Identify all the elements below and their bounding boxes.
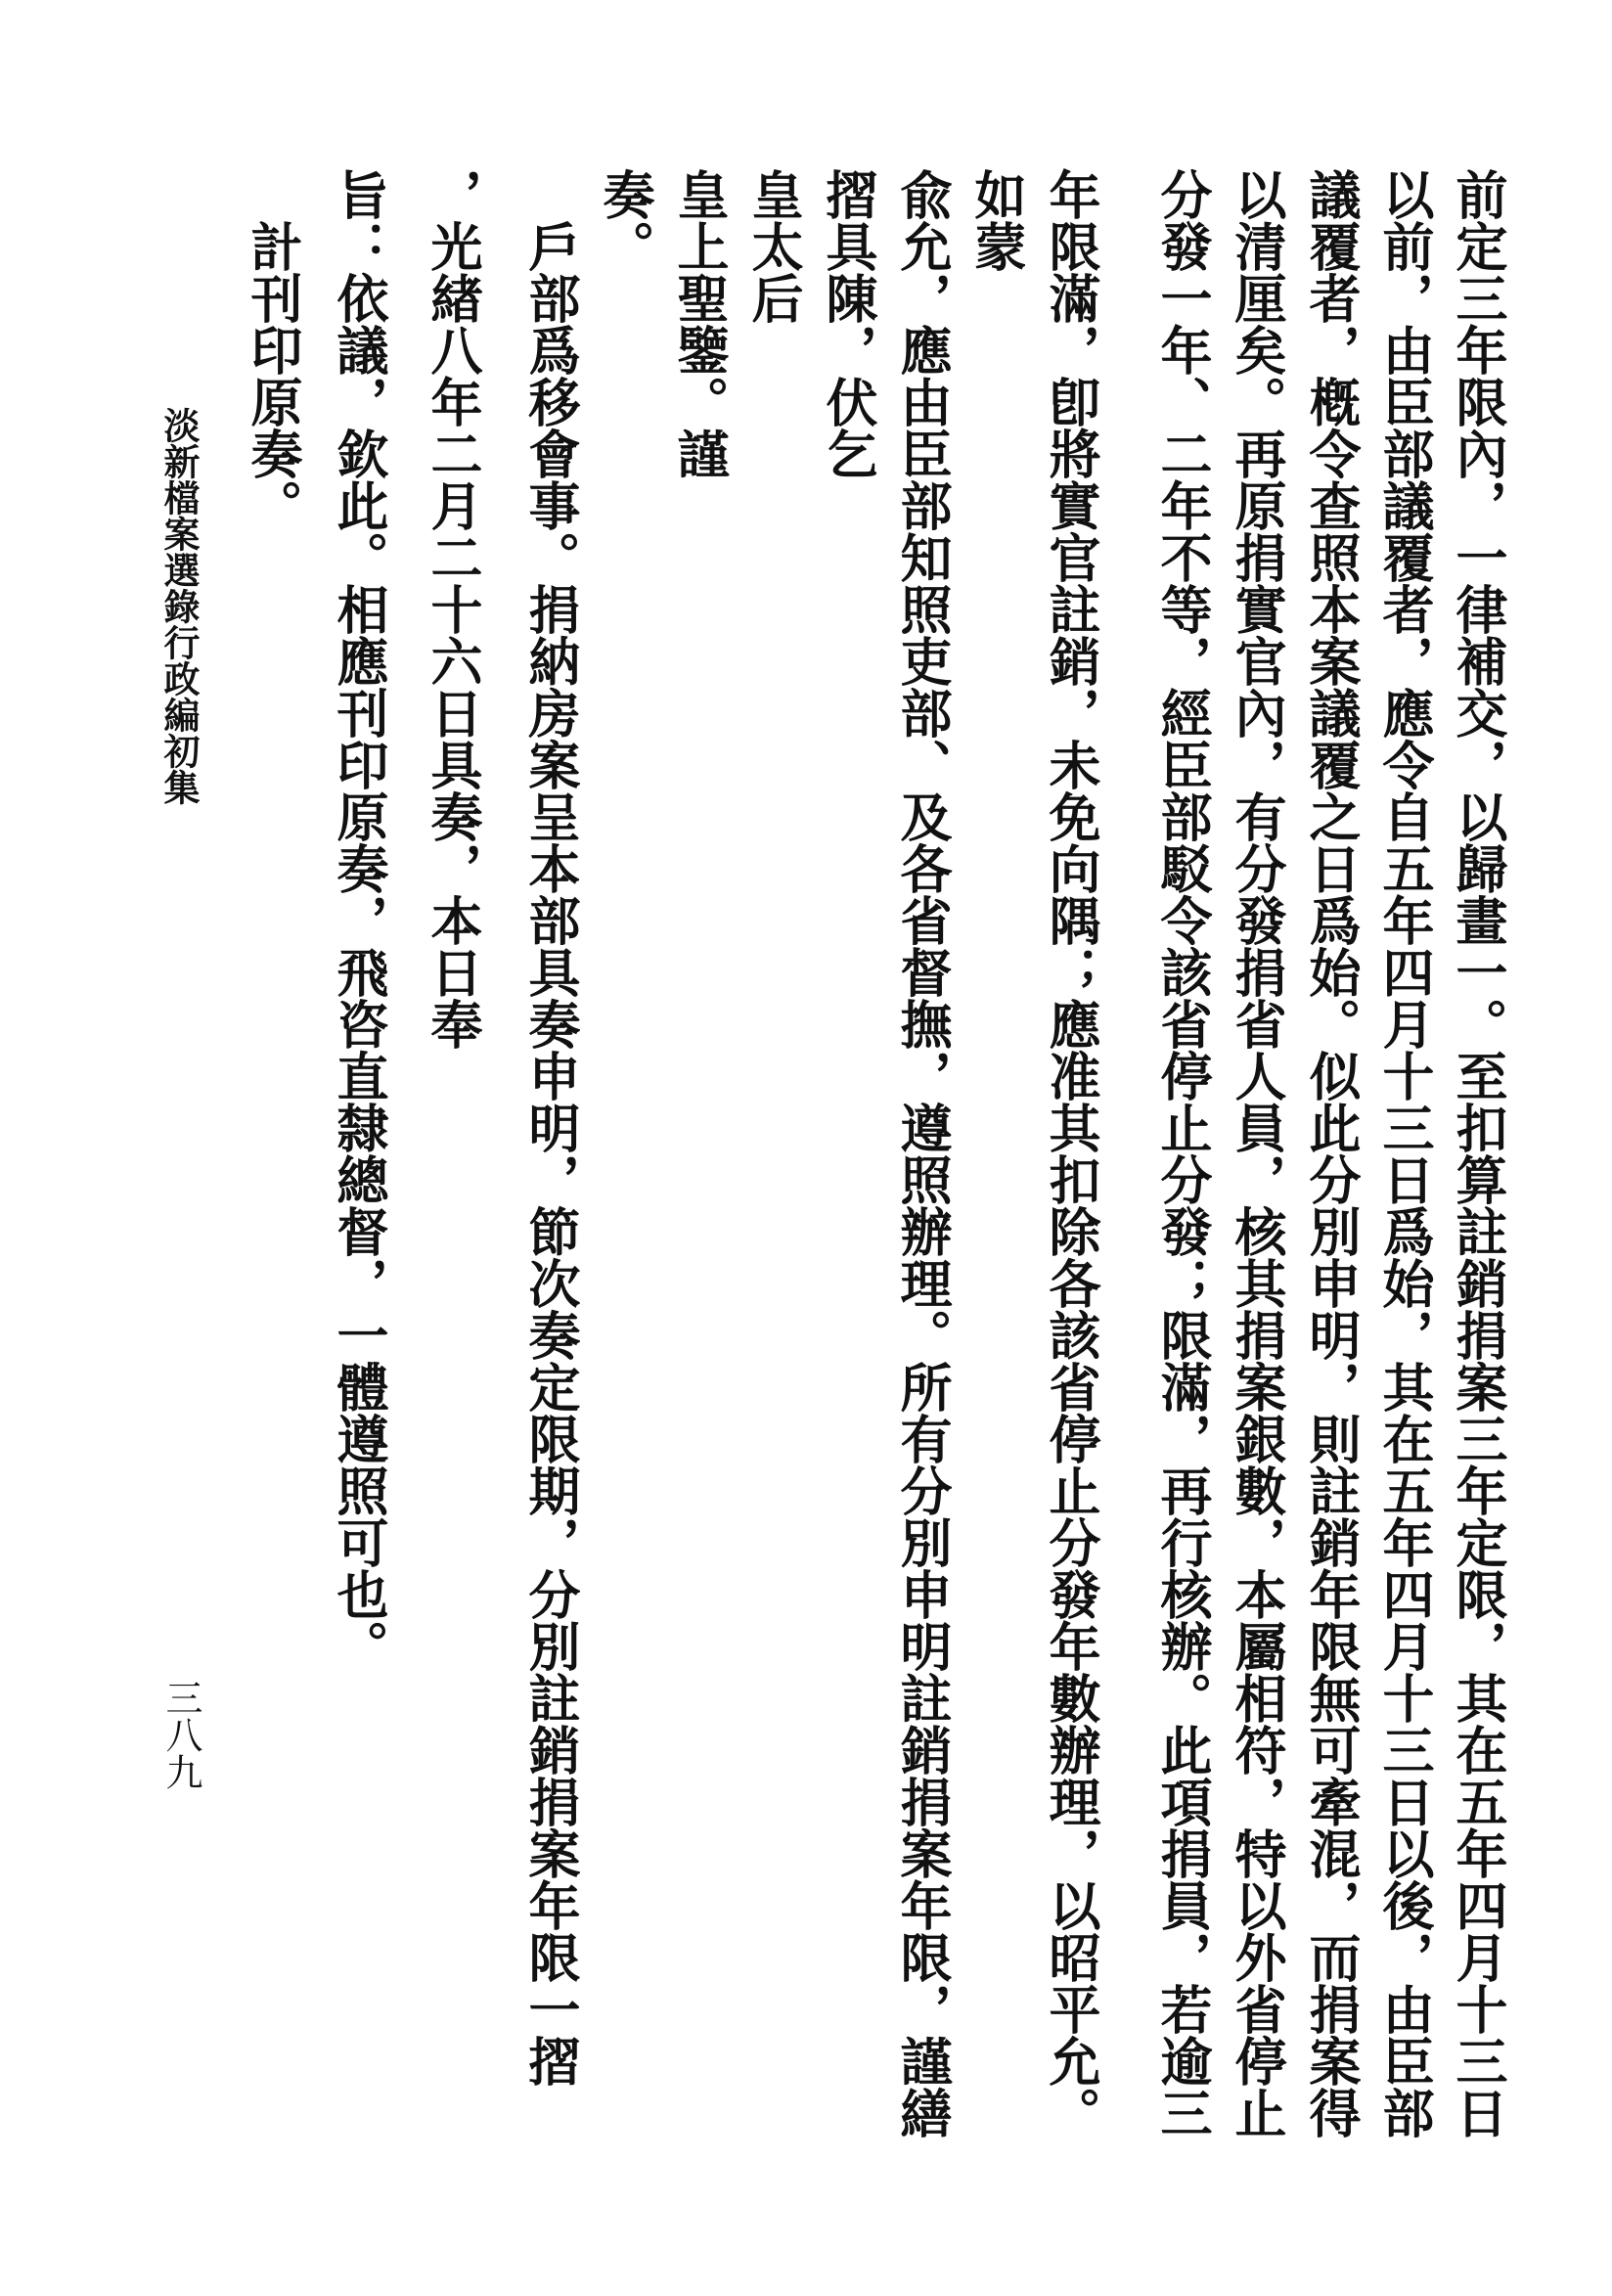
text-column-10: 皇太后 <box>743 168 804 324</box>
running-title: 淡新檔案選錄行政編初集 <box>157 407 201 805</box>
text-column-8: 兪允，應由臣部知照吏部、及各省督撫，遵照辦理。所有分別申明註銷捐案年限，謹繕 <box>892 168 953 2138</box>
text-column-6: 年限滿，卽將實官註銷，未免向隅；應准其扣除各該省停止分發年數辦理，以昭平允。 <box>1041 168 1101 2138</box>
text-column-4: 以清厘矣。再原捐實官內，有分發捐省人員，核其捐案銀數，本屬相符，特以外省停止 <box>1227 168 1287 2138</box>
text-column-13: 戶部爲移會事。捐納房案呈本部具奏申明，節次奏定限期，分別註銷捐案年限一摺 <box>520 168 581 2087</box>
text-column-15: 旨：依議，欽此。相應刊印原奏，飛咨直隸總督，一體遵照可也。 <box>329 168 389 1672</box>
text-column-2: 以前，由臣部議覆者，應令自五年四月十三日爲始，其在五年四月十三日以後，由臣部 <box>1374 168 1435 2138</box>
text-column-12: 奏。 <box>595 168 655 272</box>
text-column-1: 前定三年限內，一律補交，以歸畫一。至扣算註銷捐案三年定限，其在五年四月十三日 <box>1448 168 1508 2138</box>
text-column-7: 如蒙 <box>966 168 1027 272</box>
text-column-5: 分發一年、二年不等，經臣部駁令該省停止分發；限滿，再行核辦。此項捐員，若逾三 <box>1152 168 1213 2138</box>
text-column-3: 議覆者，槪令查照本案議覆之日爲始。似此分別申明，則註銷年限無可牽混，而捐案得 <box>1301 168 1362 2138</box>
text-column-14: ，光緖八年二月二十六日具奏，本日奉 <box>423 168 483 1050</box>
page-number: 三八九 <box>159 1679 202 1790</box>
text-column-11: 皇上聖鑒。謹 <box>669 168 730 479</box>
text-column-16: 計刊印原奏。 <box>243 168 303 531</box>
text-column-9: 摺具陳，伏乞 <box>818 168 878 479</box>
